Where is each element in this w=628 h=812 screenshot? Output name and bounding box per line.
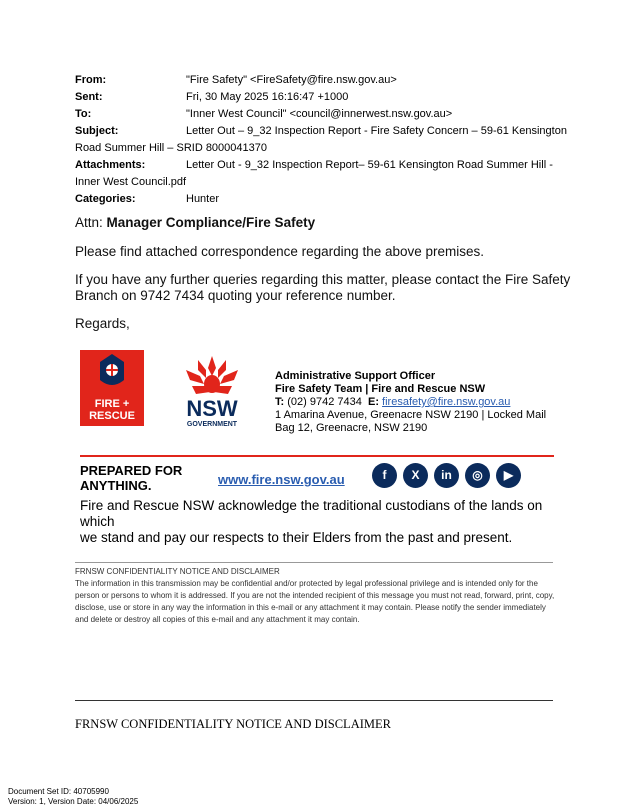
attn-prefix: Attn: xyxy=(75,215,107,230)
phone-label: T: xyxy=(275,396,285,408)
disclaimer-text: The information in this transmission may be confidential and/or protected by legal professional privilege and is intended only for the person or persons to whom it is addressed. If you are not the intended recipient of this message you must not read, forward, print, copy, disclose, use or store in any way the information in this e-mail or any attachment it may contain. Please notify the sender immediately and delete or destroy all copies of this e-mail and any attachment it may contain. xyxy=(75,579,555,624)
disclaimer-title-2: FRNSW CONFIDENTIALITY NOTICE AND DISCLAIMER xyxy=(75,717,391,731)
version-info: Version: 1, Version Date: 04/06/2025 xyxy=(8,797,139,806)
youtube-icon[interactable]: ▶ xyxy=(496,463,521,488)
to-value: "Inner West Council" <council@innerwest.nsw.gov.au> xyxy=(186,108,453,120)
disclaimer-divider xyxy=(75,562,553,563)
logo-government-text: GOVERNMENT xyxy=(186,421,238,428)
nsw-government-logo xyxy=(176,352,248,428)
subject-continuation: Road Summer Hill – SRID 8000041370 xyxy=(75,142,267,154)
regards: Regards, xyxy=(75,316,130,331)
sent-value: Fri, 30 May 2025 16:16:47 +1000 xyxy=(186,91,349,103)
fire-rescue-logo xyxy=(80,350,144,426)
categories-value: Hunter xyxy=(186,193,220,205)
document-set-id: Document Set ID: 40705990 xyxy=(8,787,109,796)
address-line-2: Bag 12, Greenacre, NSW 2190 xyxy=(275,422,428,434)
paragraph-2-line-2: Branch on 9742 7434 quoting your reference number. xyxy=(75,288,396,303)
paragraph-1: Please find attached correspondence regarding the above premises. xyxy=(75,244,485,259)
sent-row xyxy=(75,89,348,106)
to-row xyxy=(75,106,452,123)
attachments-continuation[interactable]: Inner West Council.pdf xyxy=(75,176,187,188)
waratah-icon xyxy=(176,352,248,428)
subject-label: Subject: xyxy=(75,125,119,137)
signature-contact xyxy=(275,396,546,409)
disclaimer-title: FRNSW CONFIDENTIALITY NOTICE AND DISCLAIMER xyxy=(75,567,280,576)
phone-number: (02) 9742 7434 xyxy=(287,396,362,408)
categories-row xyxy=(75,191,219,208)
tagline-line-2: ANYTHING. xyxy=(80,478,152,493)
from-label: From: xyxy=(75,74,107,86)
website-link[interactable]: www.fire.nsw.gov.au xyxy=(218,472,345,487)
signature-block xyxy=(275,370,546,435)
paragraph-2-line-1: If you have any further queries regarding this matter, please contact the Fire Safety xyxy=(75,272,571,287)
to-label: To: xyxy=(75,108,92,120)
acknowledgement-line-2: we stand and pay our respects to their Elders from the past and present. xyxy=(80,530,513,545)
signature-team: Fire Safety Team | Fire and Rescue NSW xyxy=(275,383,486,395)
x-icon[interactable]: X xyxy=(403,463,428,488)
logo-rescue-text: RESCUE xyxy=(89,410,135,422)
attn-line xyxy=(75,214,315,231)
logo-fire-text: FIRE + xyxy=(94,398,130,410)
attn-recipient: Manager Compliance/Fire Safety xyxy=(106,215,316,230)
tagline xyxy=(80,463,182,493)
email-label: E: xyxy=(367,396,379,408)
tagline-line-1: PREPARED FOR xyxy=(80,463,183,478)
fire-rescue-crest-icon xyxy=(80,350,144,426)
email-link[interactable]: firesafety@fire.nsw.gov.au xyxy=(382,396,511,408)
acknowledgement-line-1: Fire and Rescue NSW acknowledge the traditional custodians of the lands on which xyxy=(80,498,543,529)
sent-label: Sent: xyxy=(75,91,103,103)
attachments-value[interactable]: Letter Out - 9_32 Inspection Report– 59-61 Kensington Road Summer Hill - xyxy=(186,159,553,171)
attachments-label: Attachments: xyxy=(75,159,146,171)
linkedin-icon[interactable]: in xyxy=(434,463,459,488)
signature-title: Administrative Support Officer xyxy=(275,370,436,382)
address-line-1: 1 Amarina Avenue, Greenacre NSW 2190 | Locked Mail xyxy=(275,409,547,421)
banner-divider xyxy=(80,455,554,457)
subject-value: Letter Out – 9_32 Inspection Report - Fire Safety Concern – 59-61 Kensington xyxy=(186,125,567,137)
disclaimer-divider-2 xyxy=(75,700,553,701)
attachments-row xyxy=(75,157,553,174)
categories-label: Categories: xyxy=(75,193,136,205)
from-value: "Fire Safety" <FireSafety@fire.nsw.gov.au> xyxy=(186,74,397,86)
acknowledgement xyxy=(80,498,560,546)
subject-row xyxy=(75,123,567,140)
instagram-icon[interactable]: ◎ xyxy=(465,463,490,488)
from-row xyxy=(75,72,397,89)
facebook-icon[interactable]: f xyxy=(372,463,397,488)
logo-nsw-text: NSW xyxy=(186,396,238,421)
